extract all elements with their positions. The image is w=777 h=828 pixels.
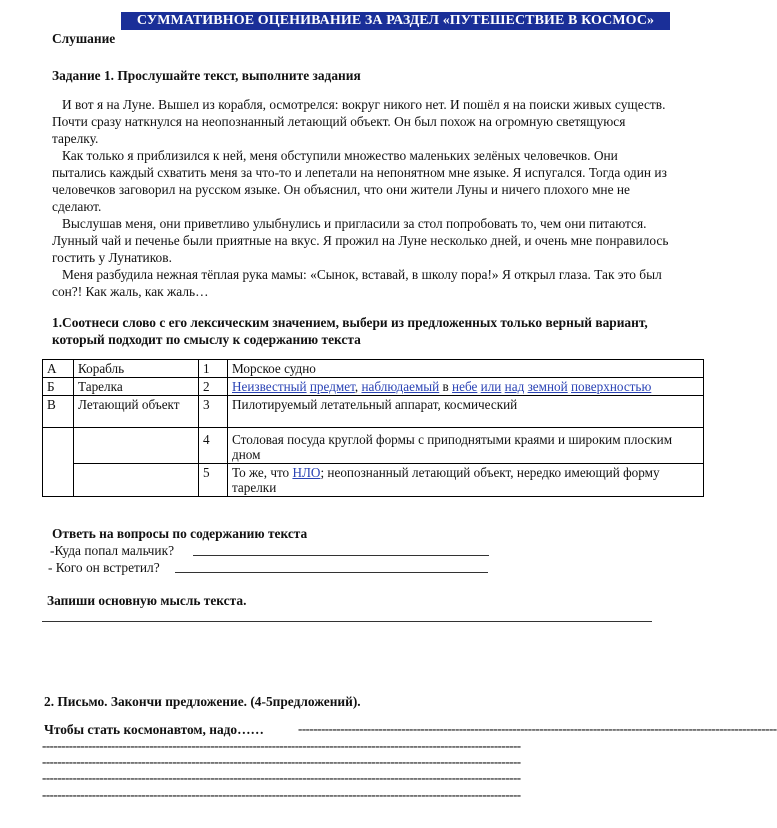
row-word: Корабль — [74, 360, 199, 378]
row-meaning — [228, 464, 704, 497]
text-paragraph: Как только я приблизился к ней, меня обступили множество маленьких зелёных человечков. Они пытались каждый схватить меня за что-то и лепетали на непонятном мне языке. Я испугался. Тогда один из человечков заговорил на русском языке. Он объяснил, что они жители Луны и ничего плохого мне не сделают. — [52, 148, 667, 214]
row-word: Летающий объект — [74, 396, 199, 428]
main-idea-line[interactable] — [42, 621, 652, 622]
dictionary-link[interactable]: наблюдаемый — [361, 379, 440, 394]
dictionary-link[interactable]: Неизвестный — [232, 379, 307, 394]
section-heading: Слушание — [52, 31, 116, 46]
text-paragraph: Выслушав меня, они приветливо улыбнулись и пригласили за стол попробовать то, чем они питаются. Лунный чай и печенье были приятные на вкус. Я прожил на Луне несколько дней, и очень мне понравилось гостить у Лунатиков. — [52, 216, 669, 265]
main-idea-title: Запиши основную мысль текста. — [47, 593, 247, 608]
question-2: - Кого он встретил? — [48, 560, 160, 575]
row-number: 4 — [199, 428, 228, 464]
row-number: 3 — [199, 396, 228, 428]
matching-table — [42, 359, 704, 497]
dictionary-link[interactable]: НЛО — [292, 465, 321, 480]
table-row — [43, 378, 704, 396]
matching-title: 1.Соотнеси слово с его лексическим значением, выбери из предложенных только верный вариант, который подходит по смыслу к содержанию текста — [52, 315, 648, 347]
table-row — [43, 428, 704, 464]
dictionary-link[interactable]: или — [480, 379, 502, 394]
text-paragraph: Меня разбудила нежная тёплая рука мамы: «Сынок, вставай, в школу пора!» Я открыл глаза. Так это был сон?! Как жаль, как жаль… — [52, 267, 662, 299]
plain-word: в — [442, 379, 449, 394]
meaning-text: То же, что — [232, 465, 293, 480]
row-number: 1 — [199, 360, 228, 378]
row-letter: А — [43, 360, 74, 378]
row-letter: В — [43, 396, 74, 428]
row-meaning — [228, 378, 704, 396]
dictionary-link[interactable]: земной — [527, 379, 568, 394]
writing-line[interactable]: ----------------------------------------------------------------------------------------------------------------------------- — [42, 738, 521, 753]
dictionary-link[interactable]: над — [504, 379, 525, 394]
task2-title: 2. Письмо. Закончи предложение. (4-5предложений). — [44, 694, 361, 709]
dictionary-link[interactable]: небе — [452, 379, 478, 394]
writing-line[interactable]: ----------------------------------------------------------------------------------------------------------------------------- — [42, 770, 521, 785]
text-paragraph: И вот я на Луне. Вышел из корабля, осмотрелся: вокруг никого нет. И пошёл я на поиски живых существ. Почти сразу наткнулся на неопознанный летающий объект. Он был похож на огромную светящуюся тарелку. — [52, 97, 666, 146]
dictionary-link[interactable]: поверхностью — [571, 379, 652, 394]
row-number: 2 — [199, 378, 228, 396]
table-row — [43, 464, 704, 497]
row-meaning: Пилотируемый летательный аппарат, космический — [228, 396, 704, 428]
row-letter — [43, 464, 74, 497]
writing-line[interactable]: ----------------------------------------------------------------------------------------------------------------------------- — [42, 754, 521, 769]
table-row — [43, 360, 704, 378]
row-meaning: Столовая посуда круглой формы с приподнятыми краями и широким плоским дном — [228, 428, 704, 464]
row-letter: Б — [43, 378, 74, 396]
row-word — [74, 428, 199, 464]
dictionary-link[interactable]: предмет — [309, 379, 355, 394]
writing-prompt: Чтобы стать космонавтом, надо…… — [44, 722, 264, 737]
row-meaning: Морское судно — [228, 360, 704, 378]
punctuation: , — [354, 379, 359, 394]
row-word: Тарелка — [74, 378, 199, 396]
row-number: 5 — [199, 464, 228, 497]
row-word — [74, 464, 199, 497]
questions-title: Ответь на вопросы по содержанию текста — [52, 526, 308, 541]
writing-line[interactable]: ----------------------------------------------------------------------------------------------------------------------------- — [42, 787, 521, 802]
answer-line-1[interactable] — [193, 555, 489, 556]
section-banner: СУММАТИВНОЕ ОЦЕНИВАНИЕ ЗА РАЗДЕЛ «ПУТЕШЕСТВИЕ В КОСМОС» — [121, 12, 670, 30]
answer-line-2[interactable] — [175, 572, 488, 573]
meaning-text: ; неопознанный летающий объект, нередко имеющий форму тарелки — [232, 465, 660, 495]
question-1: -Куда попал мальчик? — [50, 543, 175, 558]
writing-line[interactable]: ----------------------------------------------------------------------------------------------------------------------------- — [298, 721, 777, 736]
row-letter — [43, 428, 74, 464]
task1-title: Задание 1. Прослушайте текст, выполните задания — [52, 68, 361, 83]
listening-text — [52, 96, 672, 300]
table-row — [43, 396, 704, 428]
